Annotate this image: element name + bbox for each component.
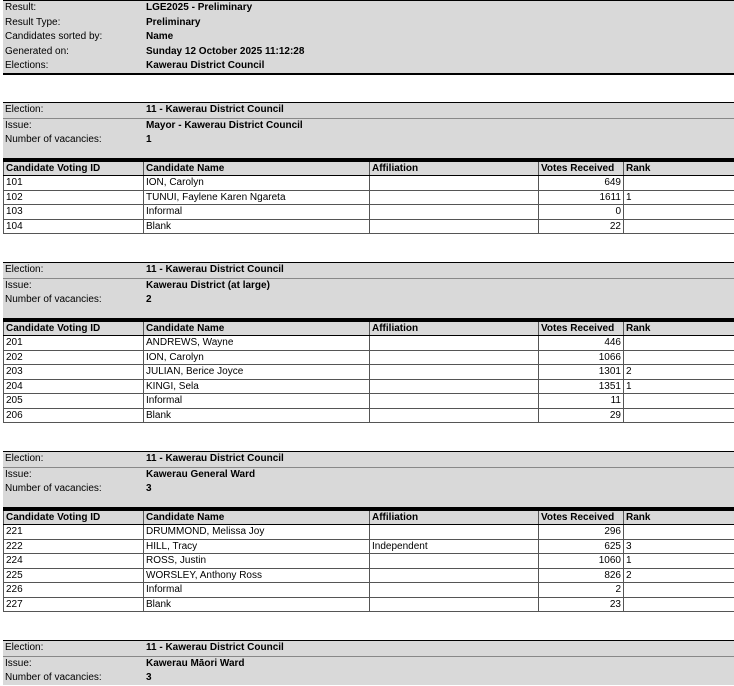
cell-name: Informal [144, 205, 370, 220]
cell-name: ION, Carolyn [144, 176, 370, 191]
cell-affiliation [370, 219, 539, 234]
results-table-mayor [3, 160, 734, 234]
cell-votes: 1611 [539, 190, 624, 205]
table-row [4, 219, 734, 234]
cell-rank: 2 [624, 365, 734, 380]
issue-label: Issue: [5, 657, 32, 672]
header-voting-id: Candidate Voting ID [4, 321, 144, 336]
cell-rank [624, 597, 734, 612]
cell-id: 204 [4, 379, 144, 394]
issue-value: Mayor - Kawerau District Council [146, 119, 303, 134]
summary-label: Result Type: [5, 16, 60, 31]
election-row [3, 641, 734, 657]
cell-name: WORSLEY, Anthony Ross [144, 568, 370, 583]
results-table-at-large [3, 320, 734, 423]
table-header-row [4, 510, 734, 525]
cell-rank: 1 [624, 379, 734, 394]
cell-affiliation [370, 554, 539, 569]
section-header-at-large [3, 262, 734, 320]
header-affiliation: Affiliation [370, 510, 539, 525]
table-header-row [4, 161, 734, 176]
header-voting-id: Candidate Voting ID [4, 161, 144, 176]
cell-name: ANDREWS, Wayne [144, 336, 370, 351]
table-row [4, 176, 734, 191]
table-row [4, 568, 734, 583]
vacancies-value: 2 [146, 293, 152, 308]
issue-value: Kawerau District (at large) [146, 279, 270, 294]
cell-affiliation [370, 190, 539, 205]
cell-rank [624, 394, 734, 409]
election-label: Election: [5, 452, 43, 467]
header-candidate-name: Candidate Name [144, 161, 370, 176]
cell-affiliation [370, 176, 539, 191]
vacancies-row [3, 133, 734, 148]
cell-id: 201 [4, 336, 144, 351]
table-header-row [4, 321, 734, 336]
cell-votes: 23 [539, 597, 624, 612]
summary-label: Result: [5, 1, 36, 16]
cell-votes: 1066 [539, 350, 624, 365]
cell-name: Blank [144, 219, 370, 234]
cell-votes: 1301 [539, 365, 624, 380]
cell-id: 224 [4, 554, 144, 569]
cell-votes: 625 [539, 539, 624, 554]
vacancies-value: 1 [146, 133, 152, 148]
vacancies-row [3, 293, 734, 308]
vacancies-value: 3 [146, 671, 152, 686]
cell-affiliation [370, 597, 539, 612]
cell-votes: 446 [539, 336, 624, 351]
issue-row [3, 119, 734, 134]
summary-row-generated-on [3, 45, 734, 60]
cell-name: ION, Carolyn [144, 350, 370, 365]
header-affiliation: Affiliation [370, 321, 539, 336]
cell-affiliation [370, 394, 539, 409]
cell-votes: 0 [539, 205, 624, 220]
table-row [4, 190, 734, 205]
table-row [4, 597, 734, 612]
cell-name: TUNUI, Faylene Karen Ngareta [144, 190, 370, 205]
table-row [4, 554, 734, 569]
header-voting-id: Candidate Voting ID [4, 510, 144, 525]
vacancies-value: 3 [146, 482, 152, 497]
summary-value: Sunday 12 October 2025 11:12:28 [146, 45, 304, 60]
cell-affiliation [370, 583, 539, 598]
issue-label: Issue: [5, 279, 32, 294]
cell-rank [624, 583, 734, 598]
cell-votes: 1060 [539, 554, 624, 569]
vacancies-row [3, 671, 734, 686]
cell-rank [624, 219, 734, 234]
cell-id: 221 [4, 525, 144, 540]
cell-rank [624, 350, 734, 365]
cell-affiliation [370, 568, 539, 583]
table-row [4, 205, 734, 220]
cell-rank [624, 205, 734, 220]
summary-row-result-type [3, 16, 734, 31]
cell-rank [624, 525, 734, 540]
issue-row [3, 657, 734, 672]
summary-value: Kawerau District Council [146, 59, 264, 74]
cell-votes: 11 [539, 394, 624, 409]
cell-votes: 826 [539, 568, 624, 583]
header-rank: Rank [624, 321, 734, 336]
cell-name: Blank [144, 408, 370, 423]
vacancies-row [3, 482, 734, 497]
election-label: Election: [5, 103, 43, 118]
election-row [3, 103, 734, 119]
election-value: 11 - Kawerau District Council [146, 452, 284, 467]
cell-votes: 2 [539, 583, 624, 598]
section-header-general-ward [3, 451, 734, 509]
cell-name: DRUMMOND, Melissa Joy [144, 525, 370, 540]
cell-affiliation [370, 205, 539, 220]
table-row [4, 336, 734, 351]
summary-row-result [3, 1, 734, 16]
issue-value: Kawerau General Ward [146, 468, 255, 483]
summary-label: Candidates sorted by: [5, 30, 102, 45]
results-table-general-ward [3, 509, 734, 612]
table-row [4, 525, 734, 540]
election-row [3, 263, 734, 279]
table-row [4, 394, 734, 409]
cell-votes: 296 [539, 525, 624, 540]
header-votes: Votes Received [539, 510, 624, 525]
cell-affiliation [370, 336, 539, 351]
cell-id: 205 [4, 394, 144, 409]
table-row [4, 539, 734, 554]
election-value: 11 - Kawerau District Council [146, 263, 284, 278]
cell-votes: 22 [539, 219, 624, 234]
cell-affiliation [370, 525, 539, 540]
cell-votes: 649 [539, 176, 624, 191]
table-row [4, 365, 734, 380]
cell-rank: 2 [624, 568, 734, 583]
header-rank: Rank [624, 510, 734, 525]
cell-id: 222 [4, 539, 144, 554]
summary-value: Preliminary [146, 16, 200, 31]
issue-row [3, 279, 734, 294]
vacancies-label: Number of vacancies: [5, 482, 102, 497]
section-header-mayor [3, 102, 734, 160]
summary-row-sorted-by [3, 30, 734, 45]
cell-name: KINGI, Sela [144, 379, 370, 394]
header-votes: Votes Received [539, 161, 624, 176]
cell-name: HILL, Tracy [144, 539, 370, 554]
cell-affiliation: Independent [370, 539, 539, 554]
header-affiliation: Affiliation [370, 161, 539, 176]
cell-rank [624, 336, 734, 351]
table-row [4, 408, 734, 423]
issue-row [3, 468, 734, 483]
cell-name: Informal [144, 394, 370, 409]
election-value: 11 - Kawerau District Council [146, 103, 284, 118]
cell-id: 102 [4, 190, 144, 205]
summary-row-elections [3, 59, 734, 74]
cell-name: ROSS, Justin [144, 554, 370, 569]
table-row [4, 583, 734, 598]
cell-id: 103 [4, 205, 144, 220]
vacancies-label: Number of vacancies: [5, 293, 102, 308]
cell-rank [624, 408, 734, 423]
cell-id: 101 [4, 176, 144, 191]
cell-affiliation [370, 379, 539, 394]
cell-votes: 1351 [539, 379, 624, 394]
cell-id: 206 [4, 408, 144, 423]
cell-name: JULIAN, Berice Joyce [144, 365, 370, 380]
election-value: 11 - Kawerau District Council [146, 641, 284, 656]
summary-label: Elections: [5, 59, 48, 74]
header-rank: Rank [624, 161, 734, 176]
header-candidate-name: Candidate Name [144, 321, 370, 336]
cell-affiliation [370, 350, 539, 365]
header-votes: Votes Received [539, 321, 624, 336]
election-row [3, 452, 734, 468]
report-summary [3, 0, 734, 75]
cell-rank: 3 [624, 539, 734, 554]
cell-name: Informal [144, 583, 370, 598]
summary-value: LGE2025 - Preliminary [146, 1, 252, 16]
election-label: Election: [5, 263, 43, 278]
issue-label: Issue: [5, 119, 32, 134]
cell-name: Blank [144, 597, 370, 612]
section-header-maori-ward [3, 640, 734, 685]
cell-affiliation [370, 365, 539, 380]
issue-value: Kawerau Māori Ward [146, 657, 245, 672]
table-row [4, 350, 734, 365]
vacancies-label: Number of vacancies: [5, 671, 102, 686]
header-candidate-name: Candidate Name [144, 510, 370, 525]
vacancies-label: Number of vacancies: [5, 133, 102, 148]
cell-id: 203 [4, 365, 144, 380]
cell-id: 202 [4, 350, 144, 365]
table-row [4, 379, 734, 394]
cell-affiliation [370, 408, 539, 423]
cell-id: 226 [4, 583, 144, 598]
cell-id: 225 [4, 568, 144, 583]
election-label: Election: [5, 641, 43, 656]
summary-label: Generated on: [5, 45, 69, 60]
cell-id: 227 [4, 597, 144, 612]
cell-rank [624, 176, 734, 191]
issue-label: Issue: [5, 468, 32, 483]
summary-value: Name [146, 30, 173, 45]
cell-rank: 1 [624, 554, 734, 569]
cell-rank: 1 [624, 190, 734, 205]
cell-id: 104 [4, 219, 144, 234]
cell-votes: 29 [539, 408, 624, 423]
